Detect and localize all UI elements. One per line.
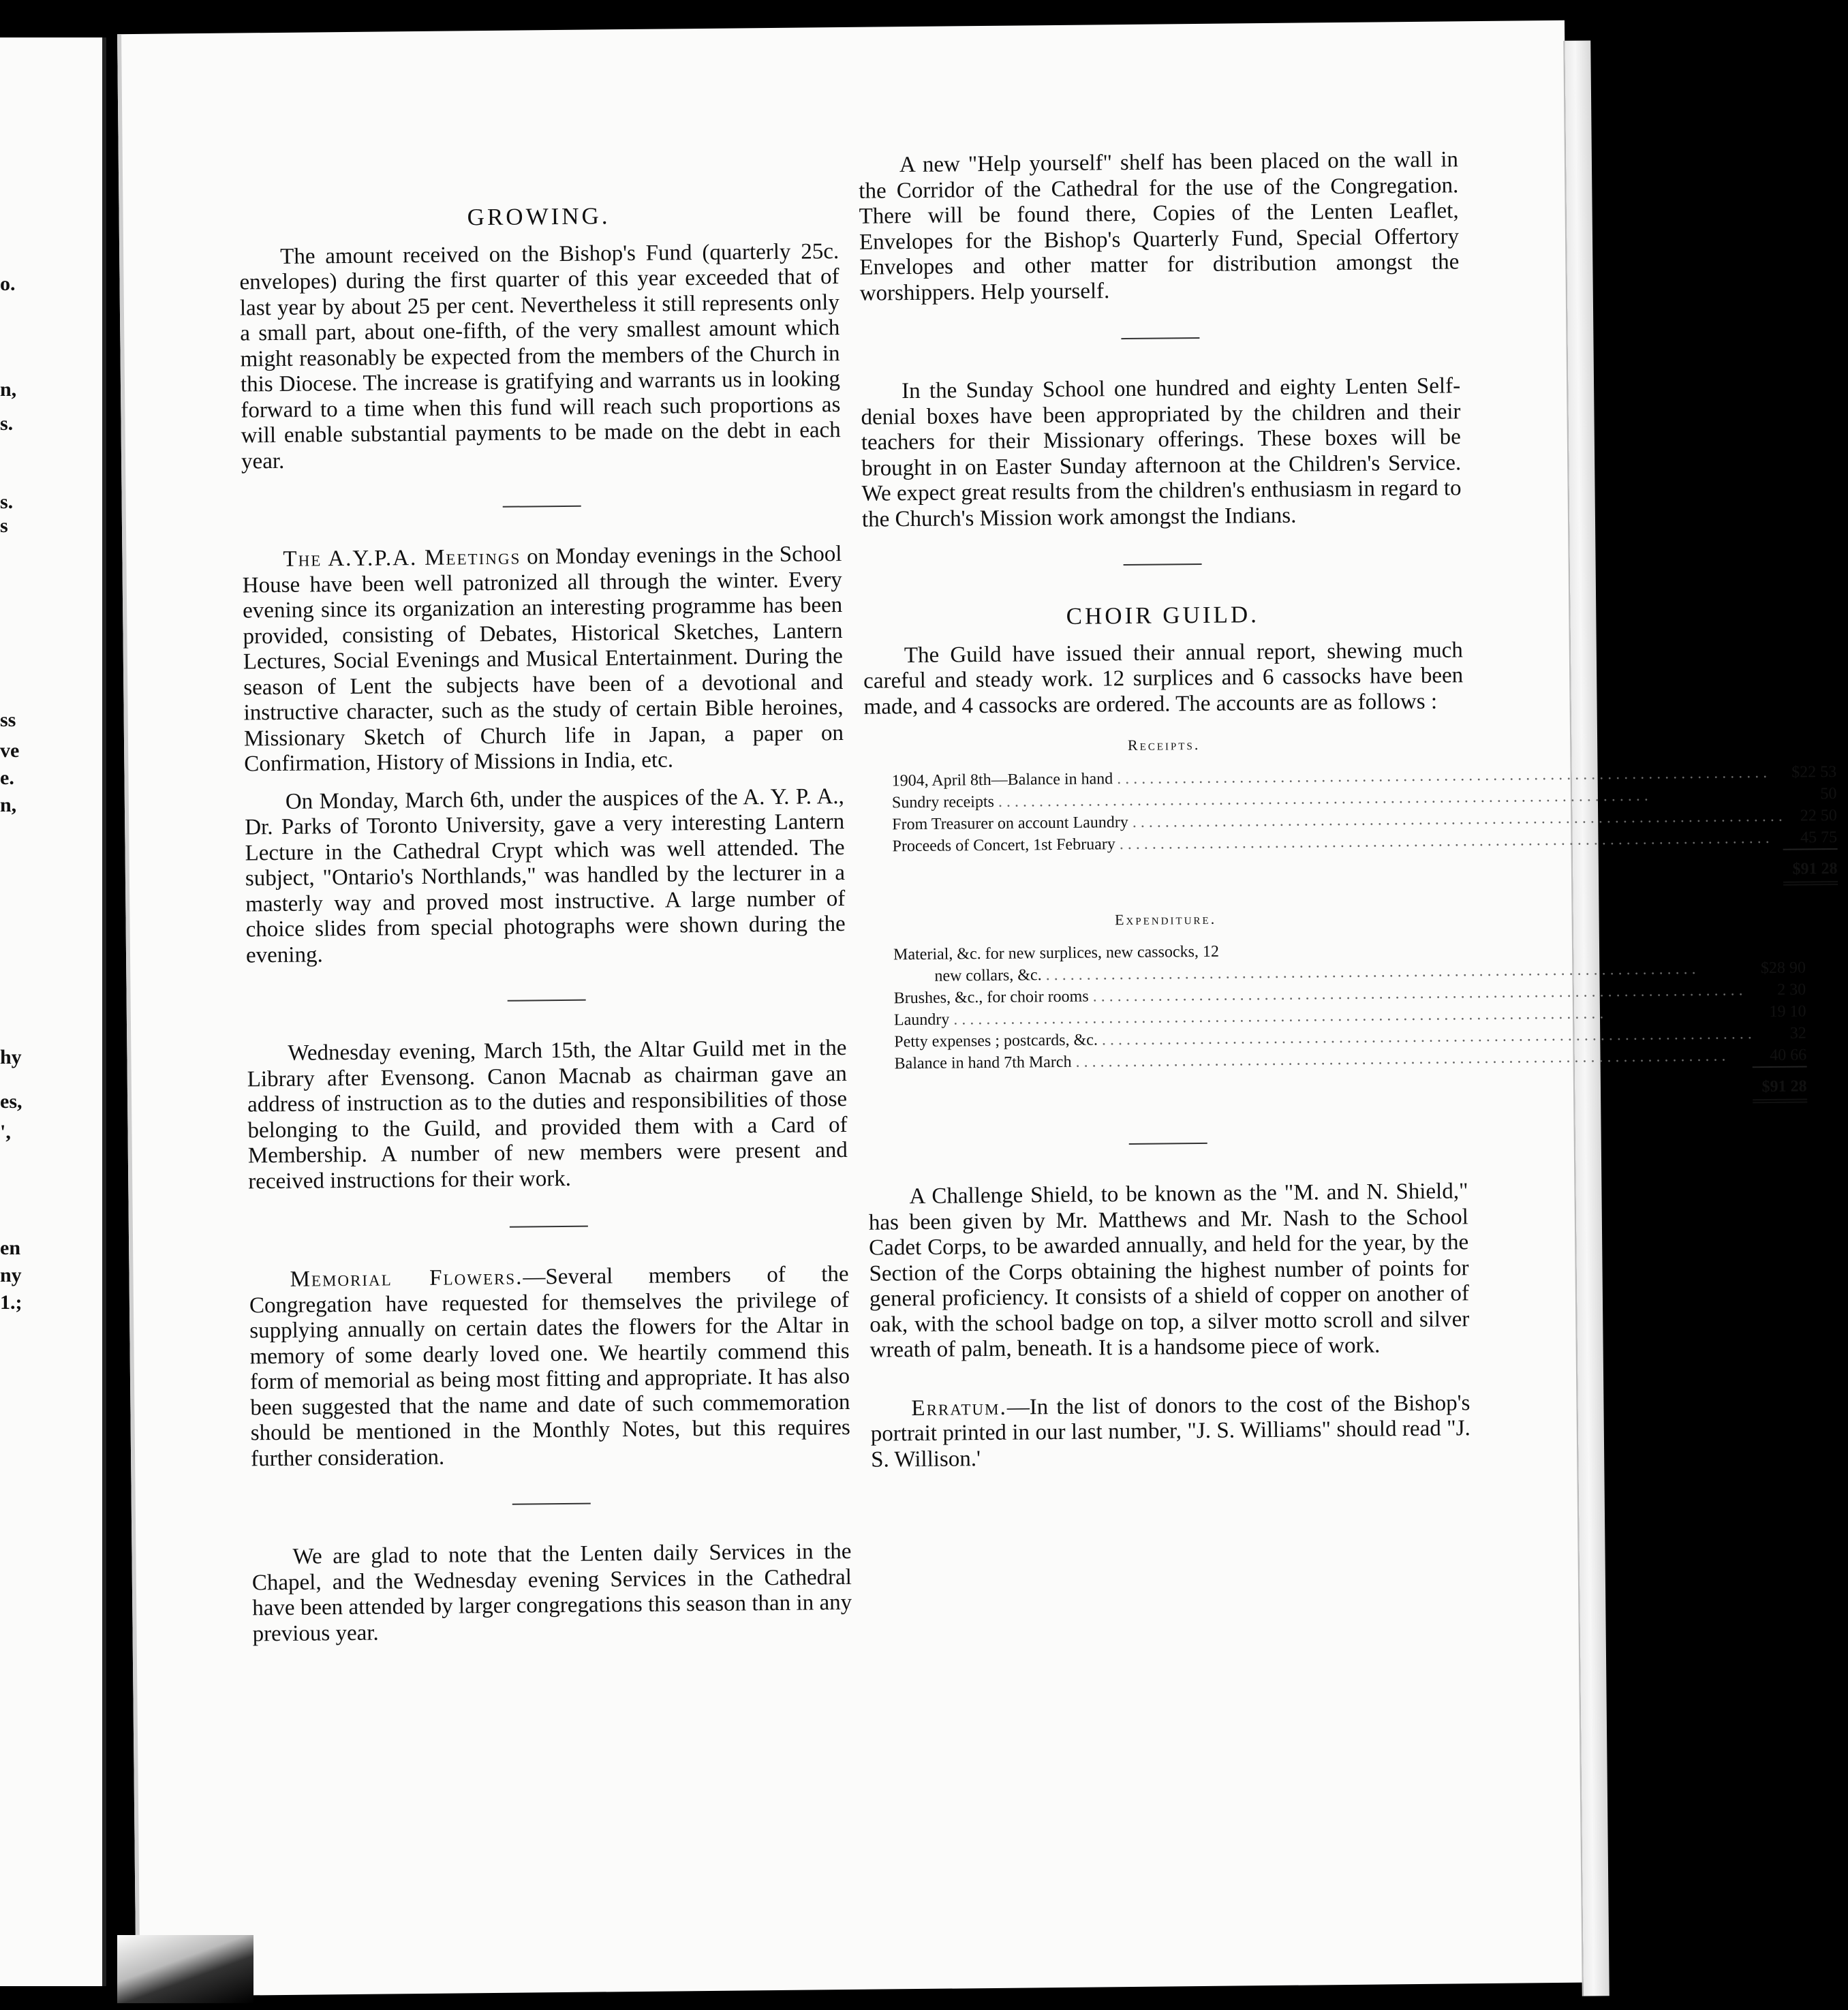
paragraph-help-yourself: A new "Help yourself" shelf has been placed on the wall in the Corridor of the Cathedral for the use of the Congregation. There will be found there, Copies of the Lenten Leaflet, Envelopes for the Bishop's Quarterly Fund, Special Offertory Envelopes and other matter for distribution amongst the worshippers. Help yourself.	[859, 147, 1460, 306]
margin-fragment: 1.;	[0, 1291, 22, 1314]
receipts-total: $91 28	[1783, 849, 1837, 880]
paragraph-aypa	[242, 542, 844, 777]
scanned-page	[117, 20, 1838, 1996]
row-label: Proceeds of Concert, 1st February	[892, 835, 1115, 855]
row-label: Balance in hand 7th March	[894, 1053, 1072, 1073]
receipts-heading: Receipts.	[1127, 735, 1201, 754]
paragraph-lantern-lecture: On Monday, March 6th, under the auspices of the A. Y. P. A., Dr. Parks of Toronto University, gave a very interesting Lantern Lecture in the Cathedral Crypt which was well attended. The subject, "Ontario's Northlands," was handled by the lecturer in a masterly way and proved most instructive. A large number of choice slides from special photographs were shown during the evening.	[245, 784, 846, 968]
paragraph-choir-guild: The Guild have issued their annual report, shewing much careful and steady work. 12 surplices and 6 cassocks have been made, and 4 cassocks are ordered. The accounts are as follows :	[863, 637, 1464, 720]
double-rule	[1783, 880, 1838, 886]
margin-fragment: en	[0, 1237, 20, 1259]
double-rule	[1753, 1097, 1807, 1103]
receipts-table	[891, 761, 1837, 894]
section-divider	[502, 506, 581, 508]
row-amount: 2 30	[1777, 980, 1806, 999]
row-amount: 40 66	[1770, 1046, 1807, 1064]
paragraph-erratum	[870, 1391, 1470, 1473]
margin-fragment: n,	[0, 794, 17, 816]
row-label: new collars, &c.	[934, 966, 1042, 985]
margin-fragment: n,	[0, 378, 17, 401]
margin-fragment: e.	[0, 767, 14, 789]
row-label: Petty expenses ; postcards, &c.	[894, 1031, 1098, 1051]
paragraph-altar-guild: Wednesday evening, March 15th, the Altar Guild met in the Library after Evensong. Canon Macnab as chairman gave an address of instruction as to the duties and responsibilities of those belonging to the Guild, and provided them with a Card of Membership. A number of new members were present and received instructions for their work.	[247, 1035, 848, 1194]
row-amount: 19 10	[1769, 1002, 1806, 1021]
left-column	[238, 164, 852, 1654]
row-amount: 45 75	[1800, 828, 1838, 847]
margin-fragment: es,	[0, 1090, 22, 1113]
paragraph-sunday-school: In the Sunday School one hundred and eighty Lenten Self-denial boxes have been appropriated by the children and their teachers for their Missionary offerings. These boxes will be brought in on Easter Sunday afternoon at the Children's Service. We expect great results from the children's enthusiasm in regard to the Church's Mission work amongst the Indians.	[861, 373, 1462, 532]
row-label: Laundry	[893, 1010, 950, 1030]
paragraph-challenge-shield: A Challenge Shield, to be known as the "M. and N. Shield," has been given by Mr. Matthews and Mr. Nash to the School Cadet Corps, to be awarded annually, and held for the year, by the Section of the Corps obtaining the highest number of points for general proficiency. It consists of a shield of copper on another of oak, with the school badge on top, a silver motto scroll and silver wreath of palm, beneath. It is a handsome piece of work.	[868, 1179, 1470, 1363]
scan-shadow	[117, 1935, 253, 2003]
section-heading-growing: GROWING.	[467, 202, 611, 231]
paragraph-memorial-flowers	[249, 1262, 850, 1472]
right-column	[859, 147, 1838, 1479]
paragraph-lead: Erratum.	[911, 1395, 1007, 1421]
section-divider	[1123, 563, 1201, 566]
paragraph-text: —In the list of donors to the cost of the Bishop's portrait printed in our last number, "J. S. Williams" should read "J. S. Willison.'	[870, 1390, 1470, 1472]
previous-page-sliver	[0, 37, 106, 1986]
row-amount: $22 53	[1791, 762, 1837, 782]
margin-fragment: ny	[0, 1264, 22, 1286]
margin-fragment: s.	[0, 412, 14, 435]
row-amount	[1751, 935, 1805, 957]
paragraph-lead: Memorial Flowers.	[290, 1265, 523, 1292]
row-label: Material, &c. for new surplices, new cassocks, 12	[893, 942, 1220, 964]
section-divider	[507, 1000, 585, 1002]
row-label: Sundry receipts	[891, 792, 995, 811]
paragraph-text: —Several members of the Congregation have requested for themselves the privilege of supplying annually on certain dates the flowers for the Altar in memory of some dearly loved one. We heartily commend this form of memorial as being most fitting and appropriate. It has also been suggested that the name and date of such commemoration should be mentioned in the Monthly Notes, but this requires further consideration.	[249, 1261, 850, 1471]
paragraph-text: on Monday evenings in the School House have been well patronized all through the winter. Every evening since its organization an interesting programme has been provided, consisting of Debates, Historical Sketches, Lantern Lectures, Social Evenings and Musical Entertainment. During the season of Lent the subjects have been of a devotional and instructive character, such as the study of certain Bible heroines, Missionary Sketch of Church life in Japan, a paper on Confirmation, History of Missions in India, etc.	[242, 542, 844, 777]
expenditure-heading: Expenditure.	[1114, 910, 1217, 928]
expenditure-table	[893, 935, 1807, 1111]
section-heading-choir-guild: CHOIR GUILD.	[1066, 601, 1260, 630]
section-divider	[509, 1226, 587, 1228]
row-label: Brushes, &c., for choir rooms	[893, 987, 1089, 1008]
margin-fragment: ve	[0, 739, 20, 762]
paragraph-lenten-services: We are glad to note that the Lenten daily Services in the Chapel, and the Wednesday evening Services in the Cathedral have been attended by larger congregations this season than in any previous year.	[251, 1539, 852, 1646]
expenditure-total: $91 28	[1752, 1066, 1806, 1098]
margin-fragment: o.	[0, 273, 16, 295]
row-amount: 32	[1789, 1024, 1806, 1042]
margin-fragment: s	[0, 514, 8, 537]
row-amount: 50	[1820, 784, 1837, 803]
row-amount: 22 50	[1800, 806, 1837, 825]
margin-fragment: ss	[0, 709, 16, 731]
section-divider	[512, 1503, 590, 1505]
section-divider	[1121, 337, 1199, 339]
section-divider	[1128, 1143, 1207, 1145]
paragraph-lead: The A.Y.P.A. Meetings	[283, 544, 521, 572]
row-label: From Treasurer on account Laundry	[892, 813, 1128, 833]
paragraph-growing: The amount received on the Bishop's Fund (quarterly 25c. envelopes) during the first quarter of this year exceeded that of last year by about 25 per cent. Nevertheless it still represents only a small part, about one-fifth, of the very smallest amount which might reasonably be expected from the members of the Church in this Diocese. The increase is gratifying and warrants us in looking forward to a time when this fund will reach such proportions as will enable substantial payments to be made on the debt in each year.	[239, 238, 841, 474]
row-amount: $28 90	[1760, 959, 1806, 978]
margin-fragment: s.	[0, 491, 14, 513]
margin-fragment: hy	[0, 1046, 22, 1068]
margin-fragment: ',	[0, 1121, 11, 1143]
row-label: 1904, April 8th—Balance in hand	[891, 769, 1113, 790]
